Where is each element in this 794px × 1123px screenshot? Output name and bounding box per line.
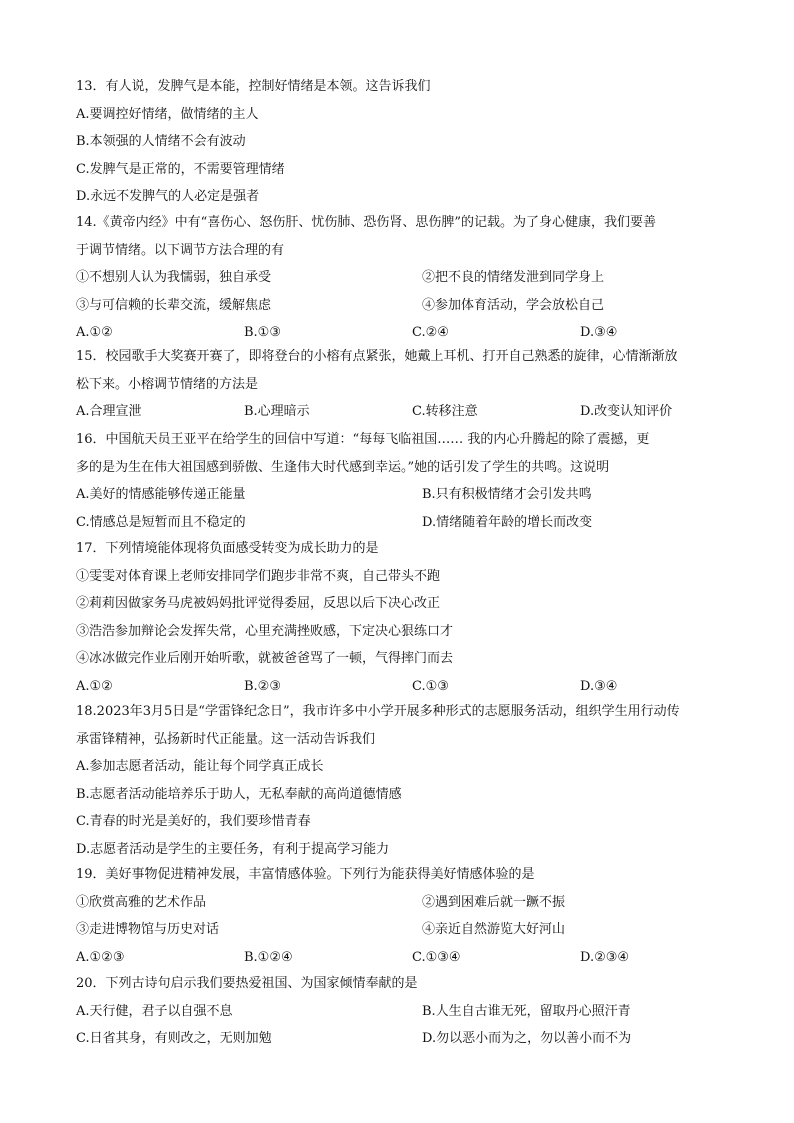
question-14 [76,209,726,347]
options-row [76,944,726,972]
question-stem: 松下来。小榕调节情绪的方法是 [76,376,259,392]
question-stem: 19．美好事物促进精神发展，丰富情感体验。下列行为能获得美好情感体验的是 [76,867,535,882]
statement-row [76,889,726,917]
option-d: D.③④ [580,325,618,340]
statement-2: ②遇到困难后就一蹶不振 [422,894,566,910]
statement-row [76,916,726,944]
option-b: B.①③ [244,325,281,340]
options-row [76,673,726,701]
option-d: D.情绪随着年龄的增长而改变 [422,514,593,530]
question-stem: 18.2023年3月5日是“学雷锋纪念日”，我市许多中小学开展多种形式的志愿服务活动，组织学生用行动传 [76,704,680,719]
option-a: A.①② [76,325,113,340]
statement-3: ③浩浩参加辩论会发挥失常，心里充满挫败感，下定决心狠练口才 [76,623,454,639]
question-15 [76,343,726,426]
option-a: A.合理宣泄 [76,404,142,419]
option-b: B.本领强的人情绪不会有波动 [76,134,246,149]
question-stem: 16．中国航天员王亚平在给学生的回信中写道：“每每飞临祖国…… 我的内心升腾起的除了震撼，更 [76,432,650,447]
statement-row [76,264,726,292]
option-d: D.③④ [580,678,618,694]
options-row [76,509,726,537]
option-c: C.②④ [412,325,449,340]
statement-4: ④参加体育活动，学会放松自己 [422,297,605,313]
option-b: B.①②④ [244,949,293,965]
statement-row [76,292,726,320]
option-b: B.心理暗示 [244,404,310,419]
option-c: C.①③ [412,678,449,694]
question-stem: 14.《黄帝内经》中有“喜伤心、怒伤肝、忧伤肺、恐伤肾、思伤脾”的记载。为了身心健康，我们要善 [76,215,656,230]
option-c: C.青春的时光是美好的，我们要珍惜青春 [76,814,311,829]
option-c: C.转移注意 [412,404,478,419]
options-row [76,998,726,1026]
statement-2: ②把不良的情绪发泄到同学身上 [422,270,605,285]
option-a: A.参加志愿者活动，能让每个同学真正成长 [76,759,324,774]
option-d: D.改变认知评价 [580,404,673,419]
option-b: B.②③ [244,678,281,694]
option-d: D.②③④ [580,949,630,965]
option-a: A.①②③ [76,949,125,965]
option-a: A.天行健，君子以自强不息 [76,1003,233,1019]
statement-2: ②莉莉因做家务马虎被妈妈批评觉得委屈，反思以后下决心改正 [76,596,441,611]
statement-3: ③走进博物馆与历史对话 [76,922,220,937]
question-stem: 多的是为生在伟大祖国感到骄傲、生逢伟大时代感到幸运。”她的话引发了学生的共鸣。这说明 [76,459,610,475]
question-16 [76,426,726,536]
option-a: A.①② [76,678,113,694]
option-c: C.①③④ [412,949,461,965]
question-stem: 15．校园歌手大奖赛开赛了，即将登台的小榕有点紧张，她戴上耳机、打开自己熟悉的旋律，心情渐渐放 [76,349,678,364]
question-stem: 17．下列情境能体现将负面感受转变为成长助力的是 [76,541,379,556]
question-stem: 13．有人说，发脾气是本能，控制好情绪是本领。这告诉我们 [76,79,431,94]
statement-4: ④亲近自然游览大好河山 [422,922,566,937]
question-19 [76,861,726,971]
option-c: C.发脾气是正常的，不需要管理情绪 [76,161,285,177]
option-b: B.志愿者活动能培养乐于助人，无私奉献的高尚道德情感 [76,786,402,802]
statement-1: ①不想别人认为我懦弱，独自承受 [76,270,272,285]
options-row [76,398,726,426]
option-b: B.只有积极情绪才会引发共鸣 [422,487,592,502]
question-20 [76,970,726,1053]
option-a: A.美好的情感能够传递正能量 [76,487,246,502]
option-b: B.人生自古谁无死，留取丹心照汗青 [422,1003,631,1019]
question-stem: 承雷锋精神，弘扬新时代正能量。这一活动告诉我们 [76,731,376,747]
option-d: D.志愿者活动是学生的主要任务，有利于提高学习能力 [76,841,390,857]
statement-4: ④冰冰做完作业后刚开始听歌，就被爸爸骂了一顿，气得摔门而去 [76,651,454,666]
question-18 [76,698,726,863]
statement-1: ①欣赏高雅的艺术作品 [76,894,207,910]
question-13 [76,73,726,211]
option-c: C.日省其身，有则改之，无则加勉 [76,1031,272,1046]
question-stem: 20．下列古诗句启示我们要热爱祖国、为国家倾情奉献的是 [76,976,418,991]
statement-1: ①雯雯对体育课上老师安排同学们跑步非常不爽，自己带头不跑 [76,568,441,584]
statement-3: ③与可信赖的长辈交流，缓解焦虑 [76,297,272,313]
option-d: D.勿以恶小而为之，勿以善小而不为 [422,1031,632,1046]
option-c: C.情感总是短暂而且不稳定的 [76,514,246,530]
options-row [76,481,726,509]
option-d: D.永远不发脾气的人必定是强者 [76,189,260,204]
question-17 [76,535,726,700]
options-row [76,1025,726,1053]
question-stem: 于调节情绪。以下调节方法合理的有 [76,242,285,258]
option-a: A.要调控好情绪，做情绪的主人 [76,106,259,122]
